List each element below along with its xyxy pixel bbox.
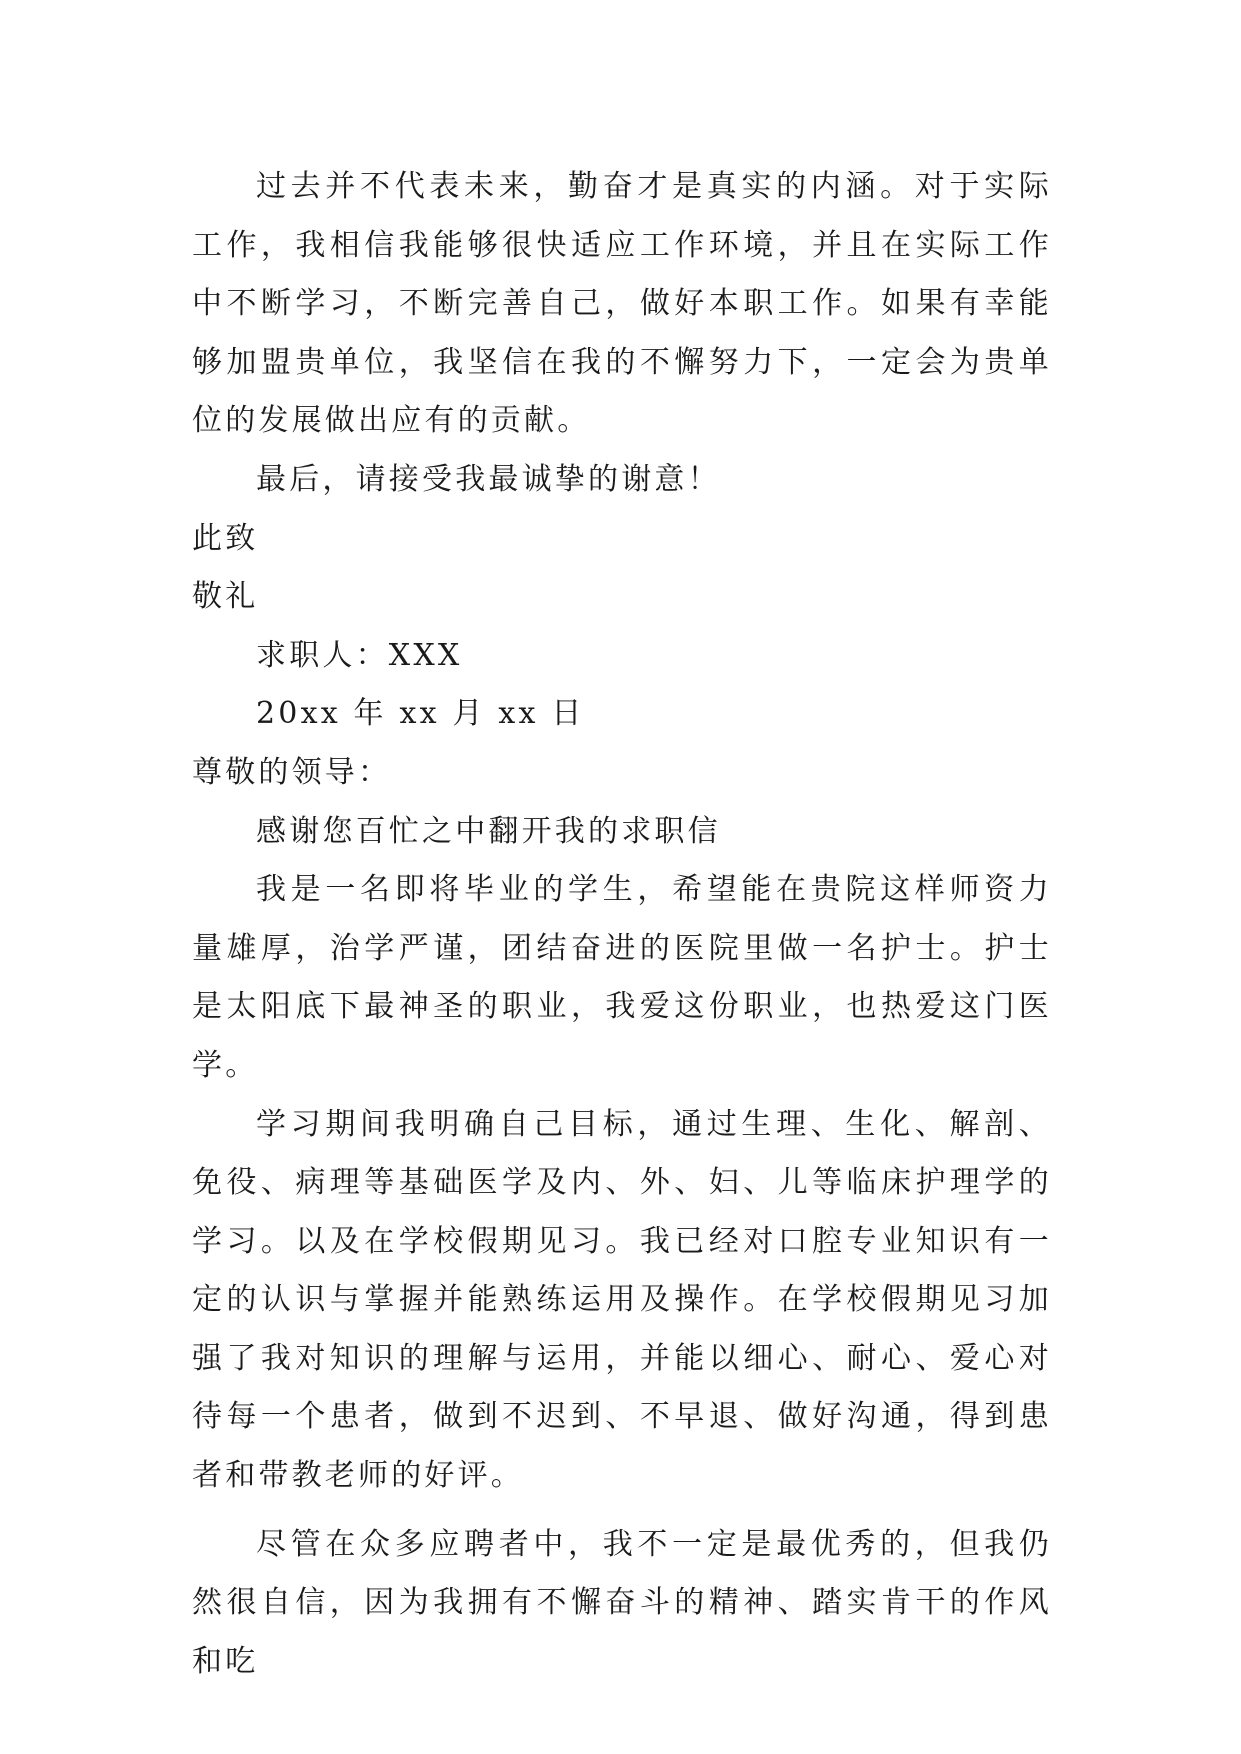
paragraph-future-commitment: 过去并不代表未来，勤奋才是真实的内涵。对于实际工作，我相信我能够很快适应工作环境，并且在实际工作中不断学习，不断完善自己，做好本职工作。如果有幸能够加盟贵单位，我坚信在我的不懈努力下，一定会为贵单位的发展做出应有的贡献。 bbox=[192, 169, 1052, 439]
paragraph-thanks: 最后，请接受我最诚挚的谢意！ bbox=[256, 461, 721, 497]
paragraph-confidence: 尽管在众多应聘者中，我不一定是最优秀的，但我仍然很自信，因为我拥有不懈奋斗的精神、踏实肯干的作风和吃 bbox=[192, 1526, 1052, 1679]
paragraph-study-experience: 学习期间我明确自己目标，通过生理、生化、解剖、免役、病理等基础医学及内、外、妇、儿等临床护理学的学习。以及在学校假期见习。我已经对口腔专业知识有一定的认识与掌握并能熟练运用及操作。在学校假期见习加强了我对知识的理解与运用，并能以细心、耐心、爱心对待每一个患者，做到不迟到、不早退、做好沟通，得到患者和带教老师的好评。 bbox=[192, 1106, 1052, 1494]
paragraph-introduction: 我是一名即将毕业的学生，希望能在贵院这样师资力量雄厚，治学严谨，团结奋进的医院里做一名护士。护士是太阳底下最神圣的职业，我爱这份职业，也热爱这门医学。 bbox=[192, 872, 1052, 1083]
closing-salutation: 此致 bbox=[192, 520, 259, 556]
letter-date: 20xx 年 xx 月 xx 日 bbox=[256, 696, 585, 732]
greeting: 尊敬的领导： bbox=[192, 754, 392, 790]
closing-regards: 敬礼 bbox=[192, 579, 259, 615]
applicant-name: 求职人：XXX bbox=[256, 637, 463, 673]
letter-body bbox=[192, 158, 1052, 1691]
paragraph-opening-thanks: 感谢您百忙之中翻开我的求职信 bbox=[256, 813, 721, 849]
